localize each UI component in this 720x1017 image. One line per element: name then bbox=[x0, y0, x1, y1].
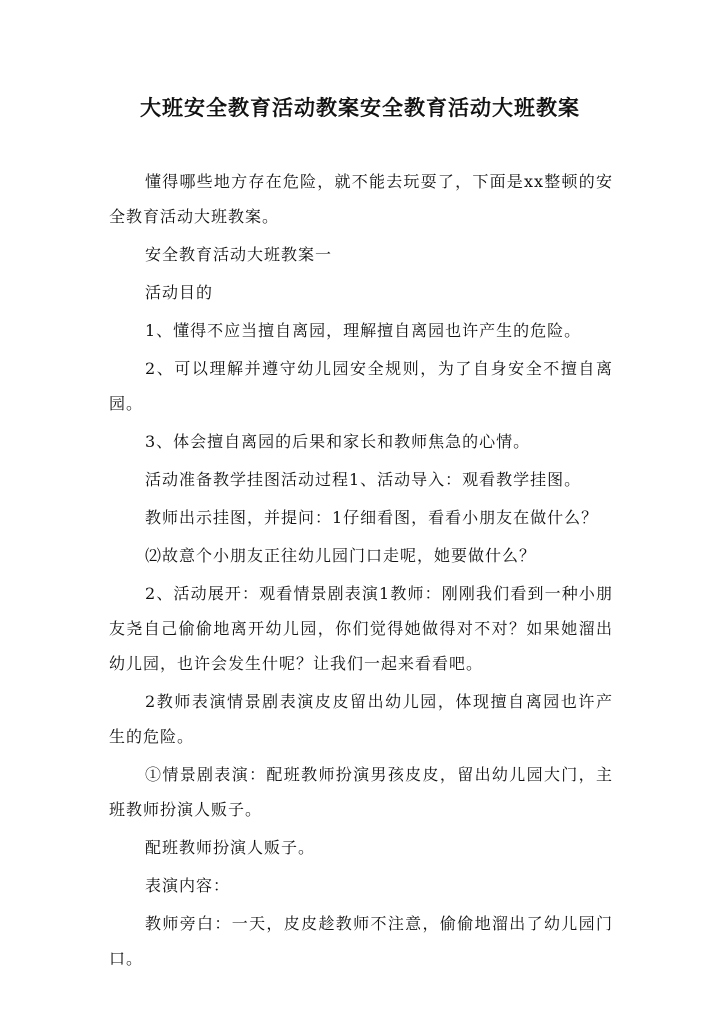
subsection-heading: 活动目的 bbox=[145, 283, 214, 302]
document-title: 大班安全教育活动教案安全教育活动大班教案 bbox=[140, 95, 580, 120]
body-paragraph: ①情景剧表演：配班教师扮演男孩皮皮，留出幼儿园大门，主班教师扮演人贩子。 bbox=[109, 765, 613, 819]
objective-item: 2、可以理解并遵守幼儿园安全规则，为了自身安全不擅自离园。 bbox=[109, 359, 613, 413]
body-paragraph: 活动准备教学挂图活动过程1、活动导入：观看教学挂图。 bbox=[145, 470, 582, 489]
intro-paragraph: 懂得哪些地方存在危险，就不能去玩耍了，下面是xx整顿的安全教育活动大班教案。 bbox=[109, 172, 613, 226]
objective-item: 1、懂得不应当擅自离园，理解擅自离园也许产生的危险。 bbox=[145, 321, 582, 340]
body-paragraph: 教师出示挂图，并提问：1仔细看图，看看小朋友在做什么？ bbox=[145, 508, 599, 527]
body-paragraph: 教师旁白：一天，皮皮趁教师不注意，偷偷地溜出了幼儿园门口。 bbox=[109, 914, 613, 968]
document-body bbox=[109, 164, 613, 976]
body-paragraph: ⑵故意个小朋友正往幼儿园门口走呢，她要做什么？ bbox=[145, 546, 537, 565]
body-paragraph: 2、活动展开：观看情景剧表演1教师：刚刚我们看到一种小朋友尧自己偷偷地离开幼儿园，你们觉得她做得对不对？如果她溜出幼儿园，也许会发生什呢？让我们一起来看看吧。 bbox=[109, 584, 613, 673]
body-paragraph: 配班教师扮演人贩子。 bbox=[145, 838, 316, 857]
body-paragraph: 表演内容： bbox=[145, 876, 231, 895]
body-paragraph: 2教师表演情景剧表演皮皮留出幼儿园，体现擅自离园也许产生的危险。 bbox=[109, 692, 613, 746]
section-heading: 安全教育活动大班教案一 bbox=[145, 245, 333, 264]
objective-item: 3、体会擅自离园的后果和家长和教师焦急的心情。 bbox=[145, 432, 531, 451]
